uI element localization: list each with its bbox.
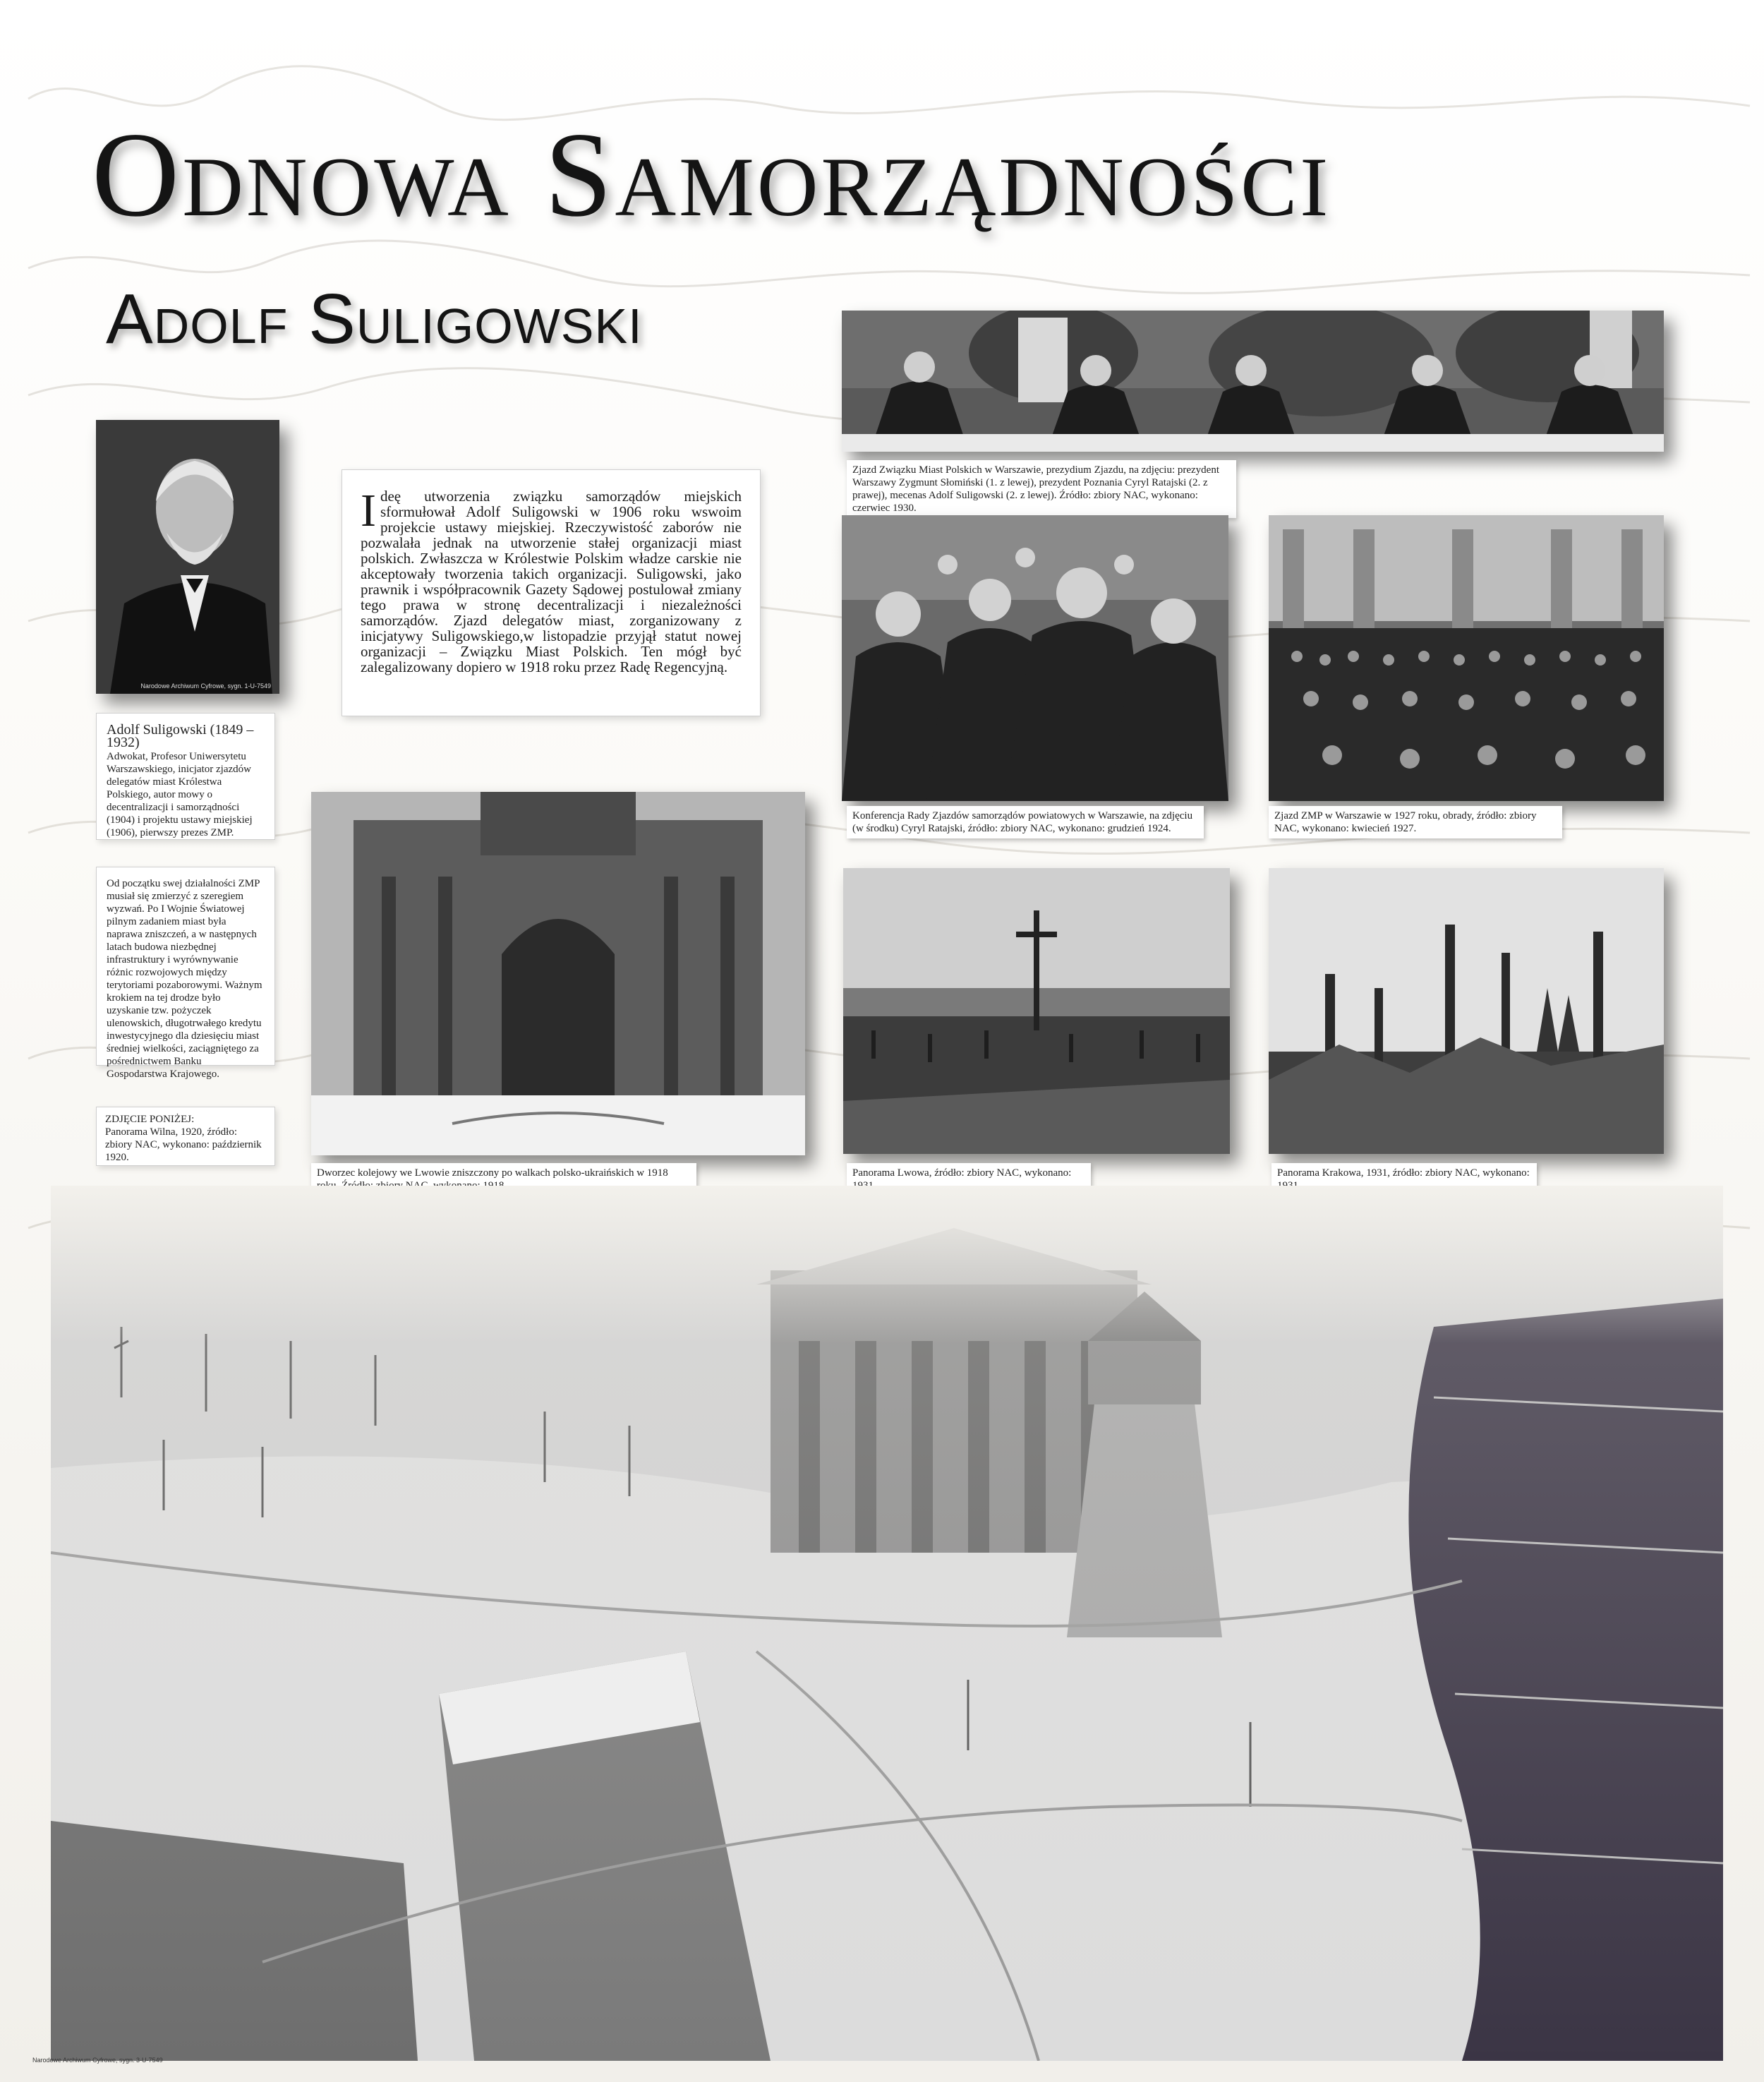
zmp-info-text: Od początku swej działalności ZMP musiał się zmierzyć z szeregiem wyzwań. Po I Wojnie Światowej pilnym zadaniem miast była naprawa zniszczeń, a w następnych latach budowa niezbędnej infrastruktury i wyrównywanie różnic rozwojowych między terytoriami pozaborowymi. Ważnym krokiem na tej drodze było uzyskanie tzw. pożyczek ulenowskich, długotrwałego kredytu inwestycyjnego dla dziesięciu miast średniej wielkości, zaciągniętego za pośrednictwem Banku Gospodarstwa Krajowego. (107, 878, 262, 1080)
page-subtitle: Adolf Suligowski (106, 279, 643, 359)
zmp-info-box (96, 867, 275, 1080)
bio-name: Adolf Suligowski (1849 – 1932) (107, 722, 254, 750)
station-caption: Dworzec kolejowy we Lwowie zniszczony po walkach polsko-ukraińskich w 1918 (311, 1163, 696, 1196)
portrait-archive-tag: Narodowe Archiwum Cyfrowe, sygn. 1-U-7549 (140, 682, 271, 690)
wilno-panorama-photo (51, 1186, 1723, 2061)
krakow-photo (1269, 868, 1664, 1154)
photo-below-heading: ZDJĘCIE PONIŻEJ: (105, 1114, 195, 1125)
council-caption: Konferencja Rady Zjazdów samorządów powiatowych w Warszawie, na zdjęciu (w środku) Cyryl Ratajski, źródło: zbiory NAC, wykonano: grudzień 1924. (847, 806, 1204, 838)
lwow-caption: Panorama Lwowa, źródło: zbiory NAC, wykonano: (847, 1163, 1091, 1196)
station-photo (311, 792, 805, 1155)
photo-below-text: Panorama Wilna, 1920, źródło: zbiory NAC, wykonano: październik 1920. (105, 1126, 262, 1163)
meeting-caption: Zjazd ZMP w Warszawie w 1927 roku, obrady, źródło: zbiory NAC, wykonano: kwiecień 1927. (1269, 806, 1562, 838)
congress-caption: Zjazd Związku Miast Polskich w Warszawie, prezydium Zjazdu, na zdjęciu: prezydent Warszawy Zygmunt Słomiński (1. z lewej), prezydent Poznania Cyryl Ratajski (2. z prawej), mecenas Adolf Suligowski (2. z lewej). Źródło: zbiory NAC, wykonano: czerwiec 1930. (847, 460, 1236, 518)
meeting-photo (1269, 515, 1664, 801)
bio-text: Adwokat, Profesor Uniwersytetu Warszawskiego, inicjator zjazdów delegatów miast Królestwa Polskiego, autor mowy o decentralizacji i samorządności (1904) i projektu ustawy miejskiej (1906), pierwszy prezes ZMP. (107, 751, 253, 838)
council-photo (842, 515, 1228, 801)
bio-box (96, 713, 275, 840)
main-text-box (342, 469, 761, 716)
congress-photo (842, 311, 1664, 452)
photo-below-box (96, 1107, 275, 1166)
main-text-body: deę utworzenia związku samorządów miejskich sformułował Adolf Suligowski w 1906 roku wswoim projekcie ustawy miejskiej. Rzeczywistość zaborów nie pozwalała jednak na utworzenie stałej organizacji miast polskich. Zwłaszcza w Królestwie Polskim władze carskie nie akceptowały tworzenia takich organizacji. Suligowski, jako prawnik i współpracownik Gazety Sądowej postulował zmiany tego prawa w stronę decentralizacji i niezależności samorządów. Zjazd delegatów miast, zorganizowany z inicjatywy Suligowskiego,w listopadzie przyjął statut nowej organizacji – Związku Miast Polskich. Ten mógł być zalegalizowany dopiero w 1918 roku przez Radę Regencyjną. (361, 488, 742, 675)
krakow-caption: Panorama Krakowa, 1931, źródło: zbiory NAC, wykonano: (1271, 1163, 1537, 1196)
lwow-photo (843, 868, 1230, 1154)
page-title: Odnowa Samorządności (92, 108, 1331, 242)
portrait-photo (96, 420, 279, 694)
drop-cap: I (361, 485, 376, 536)
footer-credit: Narodowe Archiwum Cyfrowe, sygn. 3-U-7549 (32, 2057, 163, 2064)
